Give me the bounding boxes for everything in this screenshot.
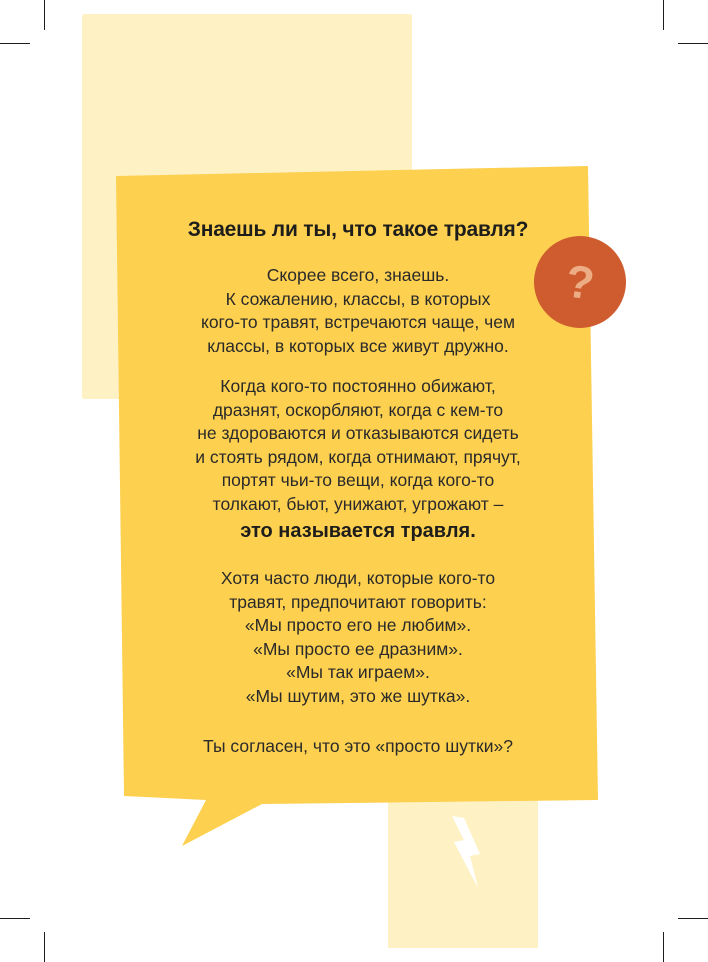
- text-line: и стоять рядом, когда отнимают, прячут,: [195, 446, 521, 467]
- quote-line: «Мы так играем».: [286, 662, 430, 682]
- quote-line: «Мы просто его не любим».: [244, 615, 472, 635]
- question-mark-icon: ?: [528, 230, 632, 334]
- card-content: [118, 168, 598, 800]
- text-line: классы, в которых все живут дружно.: [207, 335, 509, 356]
- text-line: травят, предпочитают говорить:: [229, 591, 487, 612]
- text-line: кого-то травят, встречаются чаще, чем: [200, 312, 516, 332]
- text-line: дразнят, оскорбляют, когда с кем-то: [212, 399, 504, 420]
- text-line: толкают, бьют, унижают, угрожают –: [212, 493, 504, 514]
- closing-question: Ты согласен, что это «просто шутки»?: [203, 736, 513, 756]
- lightning-icon: [444, 812, 488, 898]
- text-line: Хотя часто люди, которые кого-то: [220, 568, 496, 588]
- text-line: не здороваются и отказываются сидеть: [197, 423, 519, 443]
- paragraph-intro: [118, 264, 598, 358]
- text-line: портят чьи-то вещи, когда кого-то: [221, 470, 495, 490]
- text-line: Когда кого-то постоянно обижают,: [220, 376, 496, 396]
- text-line: Скорее всего, знаешь.: [266, 265, 450, 285]
- quote-line: «Мы шутим, это же шутка».: [245, 685, 471, 706]
- paragraph-excuses: [118, 567, 598, 708]
- emphasis-line: это называется травля.: [240, 520, 476, 542]
- paragraph-definition: [118, 375, 598, 544]
- text-line: К сожалению, классы, в которых: [225, 288, 491, 309]
- quote-line: «Мы просто ее дразним».: [253, 638, 463, 659]
- card-title: Знаешь ли ты, что такое травля?: [187, 218, 529, 241]
